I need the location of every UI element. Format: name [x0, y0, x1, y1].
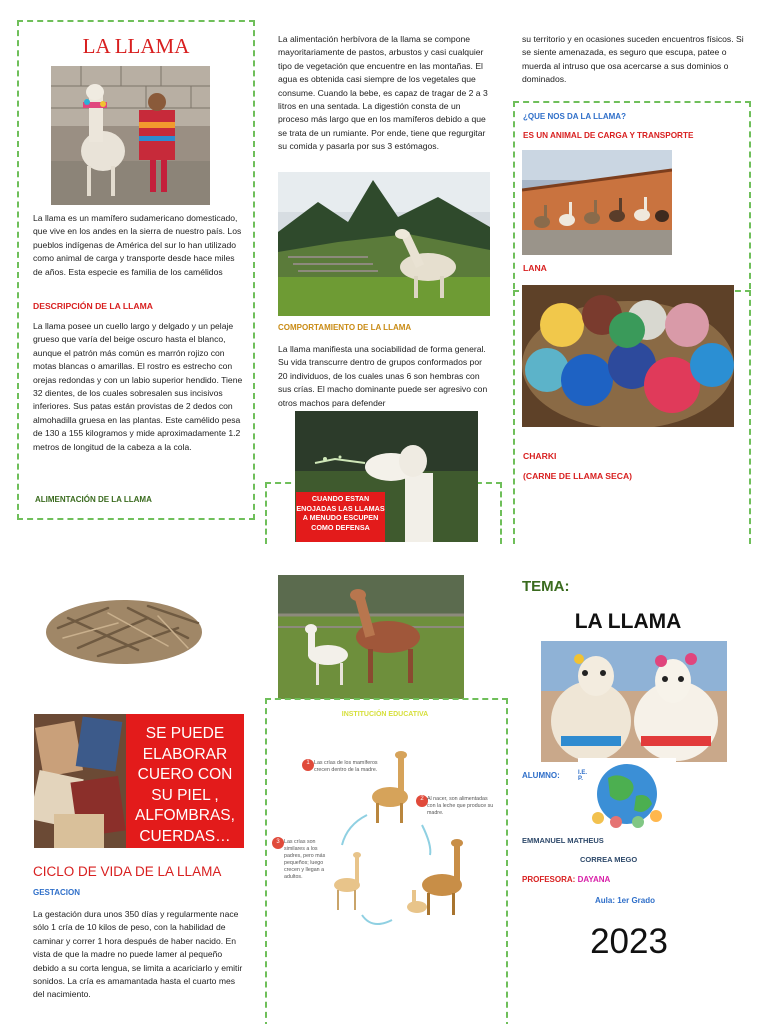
profesora-line [522, 875, 610, 884]
feeding-heading: ALIMENTACIÓN DE LA LLAMA [35, 495, 152, 504]
llama-caravan-photo [522, 150, 672, 255]
charki-dried-meat-photo [38, 578, 210, 676]
alumno-label: ALUMNO: [522, 771, 560, 780]
leather-hides-photo [34, 714, 126, 848]
cover-llamas-photo [541, 641, 727, 762]
tema-label: TEMA: [522, 578, 570, 595]
machu-picchu-llama-photo [278, 172, 490, 316]
cycle-step-2-text: Al nacer, son alimentadas con la leche que produce su madre. [427, 796, 494, 816]
description-text: La llama posee un cuello largo y delgado y un pelaje grueso que varía del beige oscuro hasta el blanco, aunque el patrón más común es marrón rojizo con motas blancas o amarillas. El rostro es estrecho con orejas redondas y con un labio superior hendido. Tiene 32 dientes, de los cuales sobresalen sus incisivos inferiores. Sus patas están provistas de 2 dedos con almohadilla gruesa en las plantas. Este camélido pesa de 130 a 155 kilogramos y mide aproximadamente 1.2 metros de longitud de la cabeza a la cola. [33, 321, 243, 452]
feeding-text: La alimentación herbívora de la llama se compone mayoritariamente de pastos, arbustos y casi cualquier tipo de vegetación que encuentre en las montañas. El agua es obtenida casi siempre de los vegetales que consume. Cuando la bebe, es capaz de tragar de 2 a 3 litros en una sentada. La digestión consta de un proceso más largo que en los mamíferos debido a que se trata de un rumiante. Por ende, tiene que regurgitar su comida y pasarla por sus 3 estómagos. [278, 34, 488, 152]
gives-heading: ¿QUE NOS DA LA LLAMA? [523, 112, 626, 121]
cycle-step-2-number: 2 [420, 796, 424, 802]
cover-title: LA LLAMA [574, 610, 682, 633]
profesora-name: DAYANA [577, 875, 611, 884]
cycle-step-3-number: 3 [276, 839, 280, 845]
mother-and-baby-llama-photo [278, 575, 464, 699]
panel-1-intro: La llama es un mamífero sudamericano domesticado, que vive en los andes en la sierra de nuestro país. Los pueblos indígenas de América del sur lo han utilizado como animal de carga y transporte desde hace miles de años. Esta especie es familia de los camélidos [33, 213, 242, 277]
alumno-name-1: EMMANUEL MATHEUS [522, 836, 604, 845]
life-cycle-heading: CICLO DE VIDA DE LA LLAMA [33, 864, 222, 879]
girl-with-llama-photo [51, 66, 210, 205]
cycle-step-3-text: Las crías son similares a los padres, pero más pequeños; luego crecen y llegan a adultos. [284, 839, 326, 880]
cargo-heading: ES UN ANIMAL DE CARGA Y TRANSPORTE [523, 131, 694, 140]
aula-label: Aula: 1er Grado [595, 896, 656, 905]
cycle-step-1-text: Las crías de los mamíferos crecen dentro de la madre. [314, 760, 378, 773]
cycle-step-1-number: 1 [306, 760, 310, 766]
charki-label: CHARKI [523, 451, 557, 461]
behavior-heading: COMPORTAMIENTO DE LA LLAMA [278, 323, 412, 332]
charki-sub: (CARNE DE LLAMA SECA) [523, 471, 633, 481]
gestation-heading: GESTACION [33, 888, 80, 897]
school-logo [578, 758, 676, 830]
description-heading: DESCRIPCIÓN DE LA LLAMA [33, 301, 153, 311]
behavior-text: La llama manifiesta una sociabilidad de forma general. Su vida transcurre dentro de grupos conformados por 20 individuos, de los cuales unas 6 son hembras con sus crías. El macho dominante puede ser agresivo con otros machos para defender [278, 344, 488, 408]
behavior-continuation: su territorio y en ocasiones suceden encuentros físicos. Si se siente amenazada, es seguro que escupa, patee o muerda al intruso que osa acercarse a sus dominios o dominados. [522, 34, 744, 85]
alumno-name-2: CORREA MEGO [580, 855, 638, 864]
wool-basket-photo [522, 285, 734, 427]
wool-label: LANA [523, 263, 547, 273]
profesora-label: PROFESORA: [522, 875, 576, 884]
year-label: 2023 [590, 922, 668, 961]
institution-label: INSTITUCIÓN EDUCATIVA [341, 711, 429, 718]
panel-1-title: LA LLAMA [82, 34, 190, 58]
spit-caption: CUANDO ESTAN ENOJADAS LAS LLAMAS A MENUDO ESCUPEN COMO DEFENSA [296, 492, 385, 542]
gestation-text: La gestación dura unos 350 días y regularmente nace sólo 1 cría de 10 kilos de peso, con la habilidad de caminar y correr 1 hora después de haber nacido. En vista de que la madre no puede lamer al pequeño debido a su corta lengua, se limita a acariciarlo y emitir sonidos. La cría es amamantada hasta el cuarto mes del nacimiento. [33, 909, 243, 1000]
leather-text: SE PUEDE ELABORAR CUERO CON SU PIEL , ALFOMBRAS, CUERDAS… [126, 714, 244, 848]
school-logo-text: I.E.P. [578, 770, 588, 782]
